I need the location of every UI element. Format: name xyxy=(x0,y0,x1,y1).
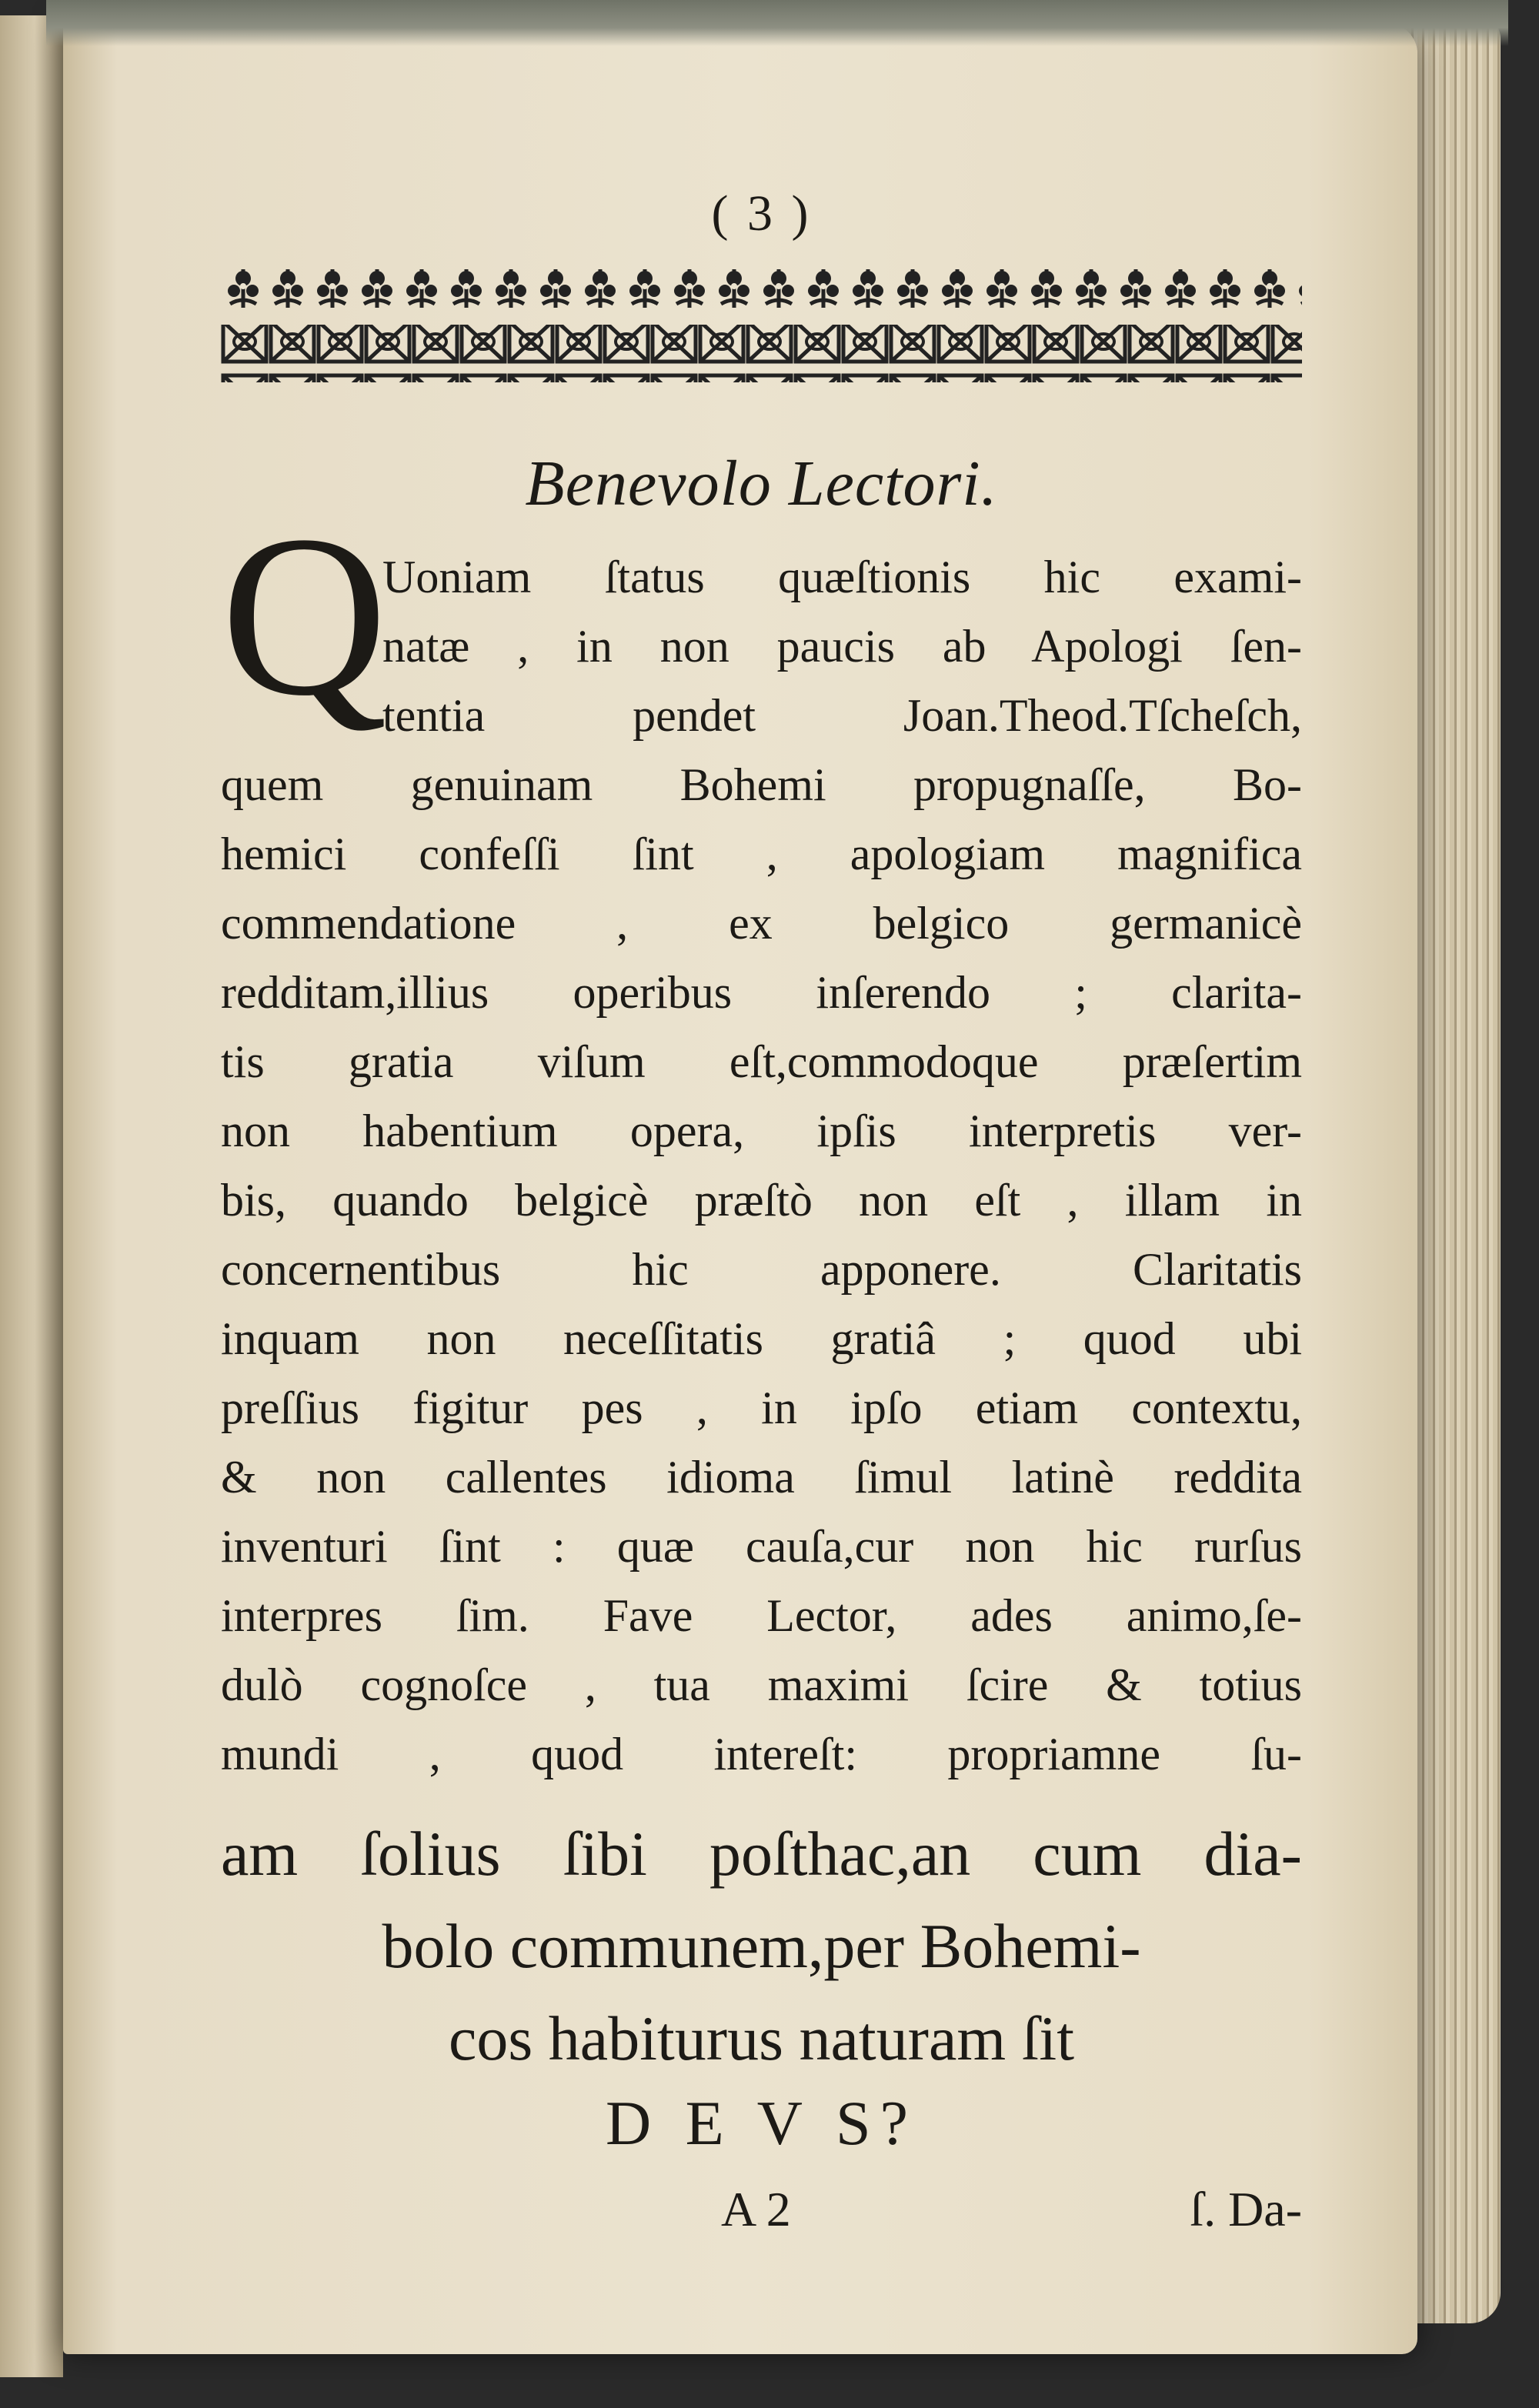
left-page-edge xyxy=(0,15,63,2377)
signature-mark: A 2 xyxy=(721,2182,791,2236)
drop-cap: Q xyxy=(221,488,388,743)
text-line: commendatione , ex belgico germanicè xyxy=(221,898,1302,949)
text-line: non habentium opera, ipſis interpretis ver- xyxy=(221,1106,1302,1156)
text-line: concernentibus hic apponere. Claritatis xyxy=(221,1244,1302,1295)
book-top-edge xyxy=(46,0,1508,46)
text-line: preſſius figitur pes , in ipſo etiam contextu, xyxy=(221,1382,1302,1433)
page-number: ( 3 ) xyxy=(711,185,812,242)
text-line: natæ , in non paucis ab Apologi ſen- xyxy=(382,621,1302,672)
text-line-large: am ſolius ſibi poſthac,an cum dia- xyxy=(221,1819,1302,1889)
catchword: ſ. Da- xyxy=(1190,2182,1302,2236)
text-line: inquam non neceſſitatis gratiâ ; quod ubi xyxy=(221,1313,1302,1364)
text-line: interpres ſim. Fave Lector, ades animo,ſe- xyxy=(221,1590,1302,1641)
text-line-large: bolo communem,per Bohemi- xyxy=(382,1911,1141,1981)
text-line: tis gratia viſum eſt,commodoque præſertim xyxy=(221,1036,1302,1087)
text-line: Uoniam ſtatus quæſtionis hic exami- xyxy=(382,552,1302,602)
text-line-large: cos habiturus naturam ſit xyxy=(449,2003,1074,2073)
text-line: inventuri ſint : quæ cauſa,cur non hic rurſus xyxy=(221,1521,1302,1572)
heading: Benevolo Lectori. xyxy=(525,448,998,519)
text-line: quem genuinam Bohemi propugnaſſe, Bo- xyxy=(221,759,1302,810)
ornamental-header-band xyxy=(221,262,1302,385)
text-line: bis, quando belgicè præſtò non eſt , illam in xyxy=(221,1175,1302,1226)
text-line: dulò cognoſce , tua maximi ſcire & totius xyxy=(221,1659,1302,1710)
book-page xyxy=(63,23,1417,2354)
text-line: redditam,illius operibus inſerendo ; clarita- xyxy=(221,967,1302,1018)
text-line: mundi , quod intereſt: propriamne ſu- xyxy=(221,1729,1302,1779)
text-line: tentia pendet Joan.Theod.Tſcheſch, xyxy=(382,690,1302,741)
text-line: hemici confeſſi ſint , apologiam magnifica xyxy=(221,829,1302,879)
text-line: & non callentes idioma ſimul latinè reddita xyxy=(221,1452,1302,1502)
text-line-large: D E V S? xyxy=(605,2088,918,2158)
